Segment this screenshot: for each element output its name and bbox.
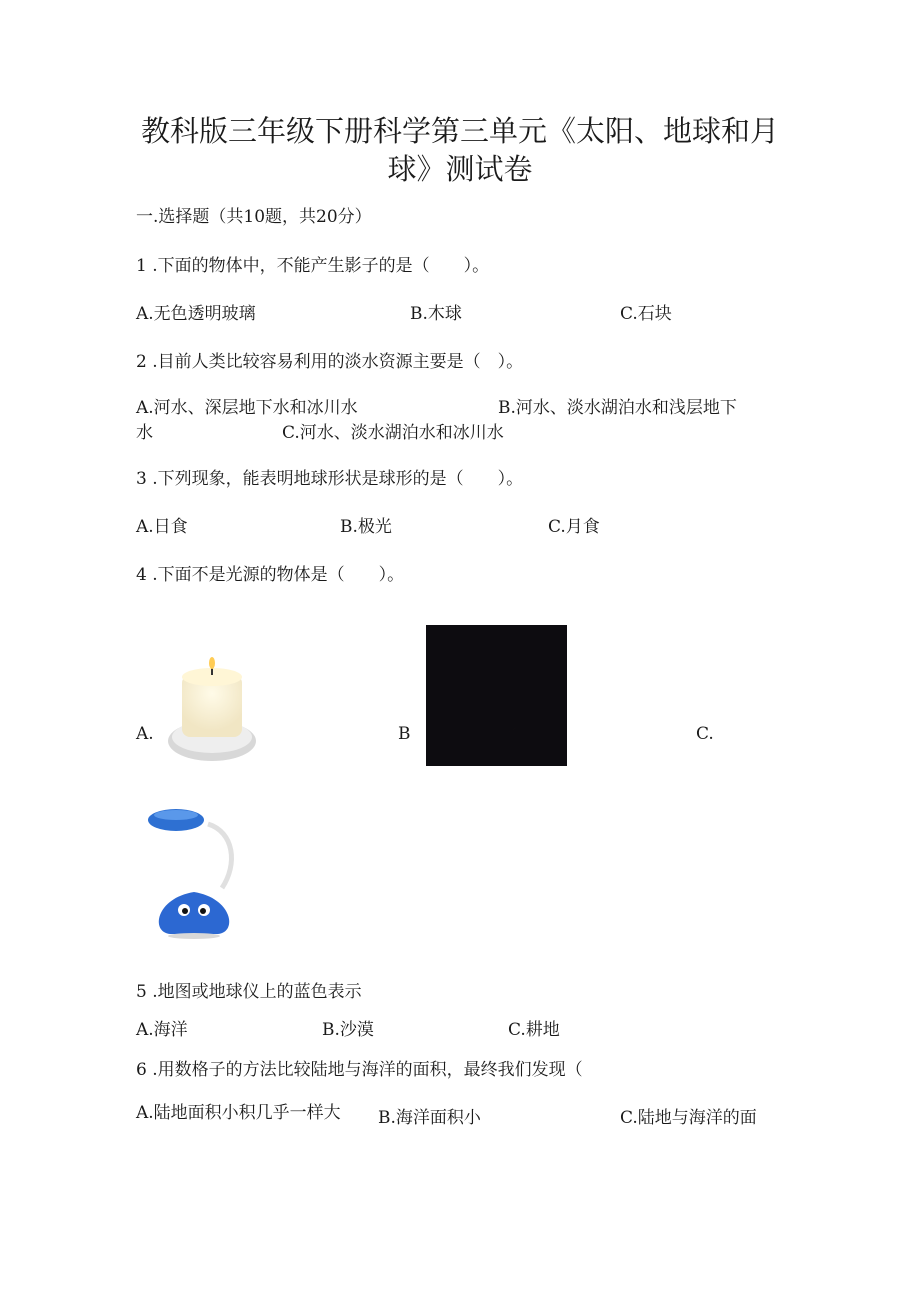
q6-option-c: C.陆地与海洋的面 [620,1108,757,1128]
q3-option-c: C.月食 [548,517,600,537]
q4-option-a: A. [136,724,154,744]
q1-option-c: C.石块 [620,304,672,324]
q5-option-b: B.沙漠 [322,1020,374,1040]
question-2: 2 .目前人类比较容易利用的淡水资源主要是（ ）。 [136,352,524,372]
q5-option-c: C.耕地 [508,1020,560,1040]
question-1: 1 .下面的物体中，不能产生影子的是（ ）。 [136,256,490,276]
q4-option-b: B [398,724,411,744]
q1-option-b: B.木球 [410,304,462,324]
title-line-1: 教科版三年级下册科学第三单元《太阳、地球和月 [140,114,779,148]
q2-option-b: B.河水、淡水湖泊水和浅层地下 [498,398,737,418]
q3-option-a: A.日食 [136,517,188,537]
q2-option-c: C.河水、淡水湖泊水和冰川水 [282,423,504,443]
q1-option-a: A.无色透明玻璃 [136,304,256,324]
title-line-2: 球》测试卷 [387,152,533,186]
q4-option-c: C. [696,724,714,744]
section-heading: 一.选择题（共10题，共20分） [136,207,372,227]
question-6: 6 .用数格子的方法比较陆地与海洋的面积，最终我们发现（ [136,1060,583,1080]
q3-option-b: B.极光 [340,517,392,537]
question-5: 5 .地图或地球仪上的蓝色表示 [136,982,362,1002]
q5-option-a: A.海洋 [136,1020,188,1040]
question-3: 3 .下列现象，能表明地球形状是球形的是（ ）。 [136,469,524,489]
lamp-image [146,802,242,940]
q6-option-b: B.海洋面积小 [378,1108,481,1128]
candle-image [166,655,258,765]
q2-option-b-continued: 水 [136,423,153,443]
q6-option-a: A.陆地面积小积几乎一样大 [136,1103,341,1123]
moon-image [426,625,567,766]
q2-option-a: A.河水、深层地下水和冰川水 [136,398,358,418]
question-4: 4 .下面不是光源的物体是（ ）。 [136,565,405,585]
